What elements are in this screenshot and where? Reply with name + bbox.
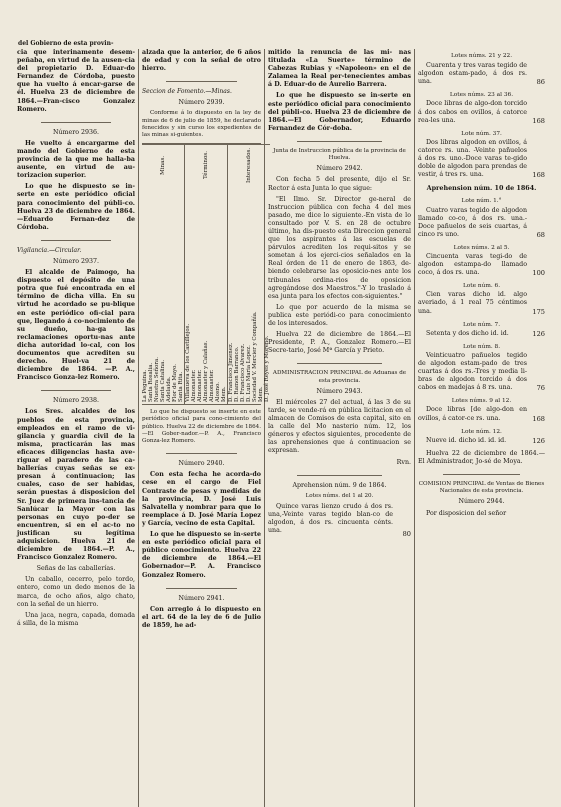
lot-text: Doce libras de algo-don torcido á dos cabos en ovillos, á catorce rea-les una. — [418, 100, 527, 124]
lot-title: Aprehension núm. 10 de 1864. — [426, 184, 537, 193]
lot-row — [418, 437, 545, 445]
senas-heading: Señas de las caballerías. — [36, 565, 116, 573]
interesados-header: Interesados. — [228, 144, 270, 185]
lot-row — [418, 291, 545, 315]
terminos-column — [184, 144, 227, 404]
termino-cell: Almonaster. — [191, 369, 197, 403]
termino-cell: Alosno. — [215, 382, 221, 403]
column-2-top: alzada que la anterior, de 6 años de edad y con la señal de otro hierro. — [142, 49, 261, 73]
lot-text: Cincuenta varas tegi-do de algodon estampa-do llamado coco, á dos rs. una. — [418, 252, 527, 277]
terminos-header: Términos. — [185, 144, 227, 185]
notice-2939-closing: Lo que he dispuesto se inserte en este periódico oficial para cono-cimiento del público. Huelva 22 de diciembre de 1864.—El Gober-nador.—P. A., Francisco Gonza-lez Romero. — [142, 409, 261, 445]
lot-text: Dos libras algodon en ovillos, á catorce rs. una. -Veinte pañuelos á dos rs. uno.-Doce varas te-gido doble de algodon para prendas de vestir, á tres rs. una. — [418, 138, 527, 179]
lot-item — [418, 62, 545, 86]
interesado-cell: D. Ramon Barranco. — [234, 346, 240, 403]
interesado-cell: Sociedad V. Mercier y Compañía. — [252, 311, 258, 403]
lot-row — [418, 100, 545, 124]
lot-text: Cuarenta y tres varas tegido de algodon estam-pado, á dos rs. una. — [418, 62, 527, 86]
notice-2940-paragraph-2: Lo que he dispuesto se in-serte en este periódico oficial para el público conocimiento. Huelva 22 de diciembre de 1864.—El Gobernador—P. A. Francisco Gonzalez Romero. — [142, 531, 261, 579]
divider — [41, 122, 112, 123]
lot-title: Lote núm. 1.° — [461, 198, 502, 205]
divider — [297, 475, 383, 476]
notice-2943-paragraph: El miércoles 27 del actual, á las 3 de su tarde, se vende-rá en pública licitacion en el almacen de Comisos de esta capital, sito en la calle del Mo nasterio núm. 12, los géneros y efectos siguientes, procedente de las aprehensiones que á continuacion se expresan. — [268, 398, 411, 455]
interesado-cell: D. Francisco Alvarez. — [240, 344, 246, 403]
lot-title: Lote núm. 7. — [462, 321, 501, 328]
junta-heading: Junta de Instruccion pública de la provincia de Huelva. — [273, 147, 406, 162]
column-3-top-2: Lo que he dispuesto se in-serte en este periódico oficial para conocimiento del públi-co. Huelva 23 de diciembre de 1864.—El Gobernador, Eduardo Fernandez de Cór-doba. — [268, 92, 411, 132]
lot-item — [418, 343, 545, 393]
notice-number-2939: Número 2939. — [178, 99, 225, 107]
notice-number-2936: Número 2936. — [52, 128, 100, 136]
mines-header: Minas. — [142, 144, 184, 185]
divider — [41, 390, 112, 391]
divider — [297, 141, 383, 142]
notice-number-2937: Número 2937. — [52, 257, 100, 265]
lot-row — [418, 352, 545, 392]
notice-number-2943: Número 2943. — [316, 387, 363, 395]
notice-2938-paragraph: Los Sres. alcaldes de los pueblos de esta provincia, empleados en el ramo de vi-gilancia y guardia civil de la misma, practicarán las mas eficaces diligencias hasta ave-riguar el paradero de las ca-ballerías cuyas señas se ex-presan á continuacion; las cuales, caso de ser habidas, serán puestas á disposicion del Sr. Juez de primera ins-tancia de Sanlúcar la Mayor con las personas en cuyo po-der se encuentren, si en el ac-to no justifican su legítima adquisicion. Huelva 21 de diciembre de 1864.—P. A., Francisco Gonzalez Romero. — [17, 408, 135, 562]
lote-amount: 80 — [402, 530, 411, 539]
lot-text: Cien varas dicho id. algo averiado, á 1 real 75 céntimos una. — [418, 291, 527, 315]
mine-cell: Adelaida. — [166, 376, 172, 403]
notice-2939-paragraph: Conforme á lo dispuesto en la ley de minas de 6 de julio de 1859, he declarado fenecidos y sin curso los expedientes de las minas si-guientes. — [142, 110, 261, 139]
newspaper-page — [14, 49, 548, 807]
intro-paragraph: cia que interinamente desem-peñaba, en virtud de la ausen-cia del propietario D. Eduar-do Fernandez de Córdoba, puesto que ha vuelto á encar-garse de él. Huelva 23 de diciembre de 1864.—Fran-cisco Gonzalez Romero. — [17, 49, 135, 113]
notice-2937-paragraph: El alcalde de Paimogo, ha dispuesto el depósito de una potra que fué encontrada en el término de dicha villa. En su virtud he acordado se pu-blique en este periódico ofi-cial para que, llegando á co-nocimiento de su dueño, ha-ga las reclamaciones oportu-nas ante dicha autoridad lo-cal, con los documentos que acrediten su derecho. Huel-va 21 de diciembre de 1864. —P. A., Francisco Gonza-lez Romero. — [17, 269, 135, 382]
interesado-cell: D. Luis Maria Lopez. — [246, 345, 252, 403]
lot-item — [418, 244, 545, 277]
notice-2942-paragraph-4: Huelva 22 de diciembre de 1864.—El Presidente, P. A., Gonzalez Romero.—El Secre-tario, José Mª García y Prieto. — [268, 331, 411, 355]
termino-cell: Idem. — [221, 386, 227, 403]
lot-row — [418, 330, 545, 338]
comision-heading: COMISION PRINCIPAL de Ventas de Bienes Nacionales de esta provincia. — [418, 481, 545, 495]
lot-title: Lotes núms. 9 al 12. — [451, 398, 512, 405]
lot-item — [418, 91, 545, 124]
column-3-top: mitido la renuncia de las mi- nas titulada «La Suerte» término de Cabezas Rubias y «Napoleon» en el de Zalamea la Real per-tenecientes ambas á D. Eduar-do de Aurelio Barrera. — [268, 49, 411, 89]
senas-paragraph-2: Una jaca, negra, capada, domada á silla, de la misma — [17, 611, 135, 627]
section-vigilancia: Vigilancia.—Circular. — [17, 246, 82, 254]
lote-row — [268, 503, 411, 538]
notice-2942-paragraph-2: "El Ilmo. Sr. Director ge-neral de Instruccion pública con fecha 4 del mes pasado, me dice lo siguiente.-En vista de lo consultado por V. S. en 28 de octubre último, ha dis-puesto esta Direccion general que los aspirantes á las escuelas de párvulos acrediten los requi-sitos y se sometan á los ejerci-cios señalados en la Real órden de 11 de enero de 1863, de-biendo celebrarse las oposicio-nes ante los tribunales ordina-rios de oposicion agregándose dos Maestros."-Y lo traslado á esa junta para los efectos con-siguientes." — [268, 195, 411, 300]
notice-number-2938: Número 2938. — [52, 397, 100, 405]
lot-text: Veinticuatro pañuelos tegido de algodon estam-pado de tres cuartas á dos rs.-Tres y media li-bras de algodon torcido á dos cabos en madejas á 8 rs. una. — [418, 351, 527, 392]
lot-amount: 126 — [532, 329, 545, 338]
notice-2940-paragraph-1: Con esta fecha he acorda-do cese en el cargo de Fiel Contraste de pesas y medidas de la provincia, D. José Luis Salvatella y nombrar para que lo reemplace á D. José María Lopez y García, vecino de esta Capital. — [142, 471, 261, 527]
lot-item — [418, 397, 545, 422]
lot-item — [418, 184, 545, 192]
lotes-1-20-heading: Lotes núms. del 1 al 20. — [305, 492, 374, 499]
lot-title: Lotes núms. 2 al 5. — [453, 244, 510, 251]
divider — [166, 453, 237, 454]
lot-text: Doce libras [de algo-don en ovillos, á cator-ce rs. una. — [418, 406, 527, 422]
interesados-column — [227, 144, 270, 404]
lot-item — [418, 282, 545, 315]
lot-title: Lote núm. 8. — [462, 343, 501, 350]
termino-cell: Almonaster. — [197, 369, 203, 403]
notice-number-2942: Número 2942. — [316, 165, 363, 173]
lot-amount: 175 — [532, 307, 545, 316]
lot-amount: 86 — [536, 78, 545, 87]
lot-row — [418, 62, 545, 86]
aprehension-9-heading: Aprehension núm. 9 de 1864. — [292, 481, 387, 489]
lot-amount: 126 — [532, 436, 545, 445]
mine-cell: La Peguina. — [142, 370, 148, 403]
lotes-21-22-heading: Lotes núms. 21 y 22. — [450, 53, 513, 59]
lot-row — [418, 253, 545, 277]
aduanas-closing: Huelva 22 de diciembre de 1864.—El Administrador, Jo-sé de Moya. — [418, 449, 545, 465]
lot-item — [418, 321, 545, 338]
aduanas-heading: ADMINISTRACION PRINCIPAL de Aduanas de esta provincia. — [272, 370, 407, 384]
termino-cell: Villanueva de los Castillejos. — [185, 324, 191, 403]
lot-items — [418, 62, 545, 445]
mine-cell: Santa Catalina. — [160, 360, 166, 403]
mine-cell: Flor de Mayo. — [172, 364, 178, 403]
lot-text: Setenta y dos dicho id. id. — [426, 329, 509, 337]
divider — [297, 363, 383, 364]
interesado-cell: D. Francisco Jimenez. — [228, 342, 234, 403]
lot-amount: 76 — [536, 384, 545, 393]
mine-cell: Nuestra Señora. — [154, 357, 160, 403]
lot-amount: 168 — [532, 116, 545, 125]
lot-title: Lotes núms. 23 al 36. — [449, 92, 514, 99]
lot-item — [418, 197, 545, 238]
notice-number-2941: Número 2941. — [178, 594, 225, 602]
divider — [166, 588, 237, 589]
lot-title: Lote núm. 37. — [461, 130, 502, 137]
lot-text: Cuatro varas tegido de algodon llamado co-co, á dos rs. una.-Doce pañuelos de seis cuartas, á cinco rs uno. — [418, 206, 527, 238]
section-fomento: Seccion de Fomento.—Minas. — [142, 88, 232, 96]
lot-item — [418, 130, 545, 180]
notice-2941-paragraph: Con arreglo á lo dispuesto en el art. 64 de la ley de 6 de Julio de 1859, he ad- — [142, 605, 261, 629]
mines-column — [142, 144, 184, 404]
interesado-cell: D. José Reyes y Moreno. — [264, 336, 270, 403]
notice-2944-start: Por disposicion del señor — [426, 509, 507, 517]
notice-2942-paragraph-3: Lo que por acuerdo de la misma se publica este periódi-co para conocimiento de los interesados. — [268, 303, 411, 328]
termino-cell: Almonaster. — [209, 369, 215, 403]
divider — [443, 474, 519, 475]
lot-row — [418, 406, 545, 422]
notice-2936-paragraph-2: Lo que he dispuesto se in-serte en este periódico oficial para conocimiento del públi-co. Huelva 23 de diciembre de 1864.—Eduardo Fernan-dez de Córdoba. — [17, 183, 135, 231]
divider — [166, 81, 237, 82]
lot-title: Lote núm. 12. — [461, 428, 502, 435]
lot-row — [418, 139, 545, 179]
column-1 — [14, 49, 138, 807]
notice-number-2944: Número 2944. — [458, 498, 505, 506]
notice-2942-paragraph-1: Con fecha 5 del presente, dijo el Sr. Rector á esta Junta lo que sigue: — [268, 176, 411, 192]
mines-table — [142, 143, 270, 405]
lot-amount: 168 — [532, 171, 545, 180]
termino-cell: Almonaster y Calañas. — [203, 341, 209, 403]
column-4 — [414, 49, 548, 807]
lote-text: Quince varas lienzo crudo á dos rs. una,-Veinte varas tegido blan-co de algodon, á dos rs. cincuenta cénts. una. — [268, 502, 393, 535]
notice-number-2940: Número 2940. — [178, 460, 225, 468]
divider — [41, 240, 112, 241]
lot-title: Lote núm. 6. — [462, 283, 501, 290]
top-fragment-col1: del Gobierno de esta provin- — [18, 40, 114, 47]
rvn-label: Rvn. — [396, 458, 411, 466]
interesado-cell: Idem. — [258, 386, 264, 403]
lot-text: Nueve id. dicho id. id. id. — [426, 436, 507, 444]
notice-2936-paragraph-1: He vuelto á encargarme del mando del Gobierno de esta provincia de la que me halla-ba ausente, en virtud de au-torizacion superior. — [17, 139, 135, 180]
column-2 — [138, 49, 270, 807]
lot-amount: 100 — [532, 269, 545, 278]
mine-cell: Santa Rita. — [178, 371, 184, 403]
mine-cell: Santa Rosalia. — [148, 363, 154, 403]
senas-paragraph-1: Un caballo, cecerro, pelo tordo, entero, como un dedo menos de la marca, de ocho años, algo chato, con la señal de un hierro. — [17, 576, 135, 608]
column-3 — [264, 49, 414, 807]
lot-row — [418, 207, 545, 239]
lot-amount: 68 — [536, 230, 545, 239]
lot-item — [418, 428, 545, 445]
lot-amount: 168 — [532, 414, 545, 423]
